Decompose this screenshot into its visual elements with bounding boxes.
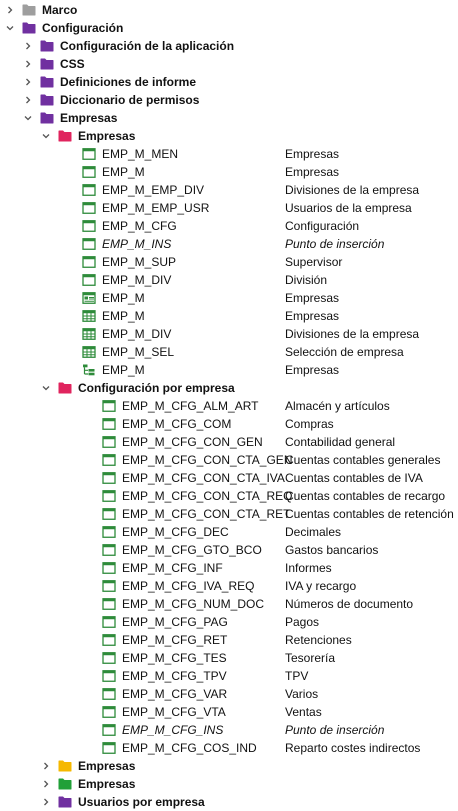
window-icon	[102, 454, 116, 466]
tree-item[interactable]	[0, 307, 458, 325]
tree-item[interactable]	[0, 235, 458, 253]
tree-item[interactable]	[0, 541, 458, 559]
item-name: EMP_M_CFG_NUM_DOC	[122, 597, 265, 611]
folder-icon	[40, 58, 54, 70]
tree-item[interactable]	[0, 649, 458, 667]
item-name: EMP_M	[102, 309, 145, 323]
item-description: Configuración	[285, 219, 360, 233]
grid-icon	[82, 346, 96, 358]
item-description: Compras	[285, 417, 334, 431]
item-name: EMP_M_CFG_CON_CTA_REQ	[122, 489, 293, 503]
grid-icon	[82, 310, 96, 322]
tree-icon	[82, 364, 96, 376]
item-description: Varios	[285, 687, 319, 701]
item-description: Ventas	[285, 705, 322, 719]
window-icon	[82, 256, 96, 268]
chevron-right-icon[interactable]	[42, 780, 50, 788]
tree-item[interactable]	[0, 667, 458, 685]
window-icon	[102, 688, 116, 700]
tree-folder-empresas[interactable]	[0, 775, 458, 793]
window-icon	[82, 238, 96, 250]
folder-label: Configuración por empresa	[78, 381, 235, 395]
folder-icon	[22, 4, 36, 16]
tree-item[interactable]	[0, 199, 458, 217]
item-name: EMP_M	[102, 165, 145, 179]
window-icon	[102, 670, 116, 682]
window-icon	[82, 184, 96, 196]
tree-item[interactable]	[0, 451, 458, 469]
window-icon	[102, 508, 116, 520]
item-name: EMP_M_CFG_IVA_REQ	[122, 579, 255, 593]
window-icon	[82, 148, 96, 160]
item-name: EMP_M_CFG_COM	[122, 417, 232, 431]
tree-item[interactable]	[0, 433, 458, 451]
tree-item[interactable]	[0, 559, 458, 577]
item-description: IVA y recargo	[285, 579, 357, 593]
chevron-right-icon[interactable]	[24, 60, 32, 68]
tree-item[interactable]	[0, 523, 458, 541]
item-name: EMP_M_CFG_RET	[122, 633, 228, 647]
folder-label: Marco	[42, 3, 78, 17]
item-description: Empresas	[285, 291, 340, 305]
item-name: EMP_M_CFG_INS	[122, 723, 224, 737]
tree-item[interactable]	[0, 343, 458, 361]
tree-item[interactable]	[0, 595, 458, 613]
window-icon	[102, 652, 116, 664]
tree-item[interactable]	[0, 361, 458, 379]
item-name: EMP_M_CFG_PAG	[122, 615, 228, 629]
tree-item[interactable]	[0, 145, 458, 163]
item-name: EMP_M_DIV	[102, 273, 172, 287]
item-description: Contabilidad general	[285, 435, 396, 449]
window-icon	[102, 580, 116, 592]
folder-label: Empresas	[78, 777, 136, 791]
item-description: Cuentas contables de retención	[285, 507, 454, 521]
window-icon	[102, 400, 116, 412]
tree-folder-empresas[interactable]	[0, 127, 458, 145]
folder-label: Empresas	[60, 111, 118, 125]
item-description: Decimales	[285, 525, 342, 539]
tree-item[interactable]	[0, 289, 458, 307]
window-icon	[102, 706, 116, 718]
tree-item[interactable]	[0, 397, 458, 415]
item-description: Gastos bancarios	[285, 543, 379, 557]
window-icon	[102, 616, 116, 628]
tree-folder-configuracion-por-empresa[interactable]	[0, 379, 458, 397]
item-description: Empresas	[285, 165, 340, 179]
tree-item[interactable]	[0, 631, 458, 649]
item-name: EMP_M_CFG_CON_GEN	[122, 435, 263, 449]
folder-icon	[58, 778, 72, 790]
tree-item[interactable]	[0, 469, 458, 487]
tree-item[interactable]	[0, 163, 458, 181]
folder-label: Usuarios por empresa	[78, 795, 205, 809]
item-description: Empresas	[285, 309, 340, 323]
item-description: Cuentas contables de recargo	[285, 489, 446, 503]
window-icon	[82, 274, 96, 286]
grid-icon	[82, 328, 96, 340]
tree-folder-configuracion-de-la-aplicacion[interactable]	[0, 37, 458, 55]
window-icon	[102, 634, 116, 646]
item-description: Cuentas contables de IVA	[285, 471, 423, 485]
tree-item[interactable]	[0, 217, 458, 235]
item-name: EMP_M_CFG_CON_CTA_IVA	[122, 471, 285, 485]
folder-label: Configuración de la aplicación	[60, 39, 235, 53]
tree-item[interactable]	[0, 505, 458, 523]
chevron-right-icon[interactable]	[24, 78, 32, 86]
folder-icon	[22, 22, 36, 34]
folder-label: Empresas	[78, 129, 136, 143]
item-name: EMP_M_DIV	[102, 327, 172, 341]
chevron-down-icon[interactable]	[24, 114, 32, 122]
tree-folder-css[interactable]	[0, 55, 458, 73]
item-name: EMP_M_CFG_TPV	[122, 669, 227, 683]
folder-icon	[40, 76, 54, 88]
item-name: EMP_M_CFG_VAR	[122, 687, 228, 701]
window-icon	[82, 202, 96, 214]
item-name: EMP_M_CFG_VTA	[122, 705, 226, 719]
item-description: Supervisor	[285, 255, 343, 269]
item-name: EMP_M_SUP	[102, 255, 177, 269]
chevron-down-icon[interactable]	[6, 24, 14, 32]
window-icon	[102, 436, 116, 448]
folder-label: CSS	[60, 57, 85, 71]
item-name: EMP_M_EMP_DIV	[102, 183, 205, 197]
item-description: TPV	[285, 669, 309, 683]
window-icon	[102, 526, 116, 538]
folder-icon	[58, 382, 72, 394]
item-name: EMP_M_EMP_USR	[102, 201, 210, 215]
item-description: Números de documento	[285, 597, 414, 611]
tree-folder-definiciones-de-informe[interactable]	[0, 73, 458, 91]
folder-icon	[40, 40, 54, 52]
item-description: Informes	[285, 561, 332, 575]
window-icon	[102, 490, 116, 502]
item-description: Pagos	[285, 615, 320, 629]
item-name: EMP_M_CFG_DEC	[122, 525, 229, 539]
window-icon	[102, 472, 116, 484]
window-icon	[102, 544, 116, 556]
window-icon	[102, 598, 116, 610]
item-description: Reparto costes indirectos	[285, 741, 421, 755]
tree-item[interactable]	[0, 487, 458, 505]
tree-item[interactable]	[0, 415, 458, 433]
item-description: Divisiones de la empresa	[285, 183, 420, 197]
tree-item[interactable]	[0, 685, 458, 703]
item-name: EMP_M_INS	[102, 237, 172, 251]
tree-item[interactable]	[0, 739, 458, 757]
tree-item[interactable]	[0, 577, 458, 595]
chevron-right-icon[interactable]	[42, 798, 50, 806]
item-name: EMP_M_CFG_CON_CTA_RET	[122, 507, 291, 521]
chevron-right-icon[interactable]	[6, 6, 14, 14]
folder-icon	[58, 796, 72, 808]
grid-form-icon	[82, 292, 96, 304]
window-icon	[102, 418, 116, 430]
folder-icon	[40, 94, 54, 106]
item-description: Empresas	[285, 363, 340, 377]
tree-item[interactable]	[0, 721, 458, 739]
folder-label: Diccionario de permisos	[60, 93, 200, 107]
folder-icon	[40, 112, 54, 124]
item-description: Retenciones	[285, 633, 352, 647]
item-description: Empresas	[285, 147, 340, 161]
tree-item[interactable]	[0, 271, 458, 289]
item-description: Almacén y artículos	[285, 399, 390, 413]
tree-folder-diccionario-de-permisos[interactable]	[0, 91, 458, 109]
item-description: Cuentas contables generales	[285, 453, 441, 467]
folder-icon	[58, 130, 72, 142]
item-name: EMP_M	[102, 363, 145, 377]
chevron-right-icon[interactable]	[42, 762, 50, 770]
chevron-right-icon[interactable]	[24, 96, 32, 104]
window-icon	[82, 166, 96, 178]
folder-label: Configuración	[42, 21, 124, 35]
item-name: EMP_M_CFG_ALM_ART	[122, 399, 259, 413]
item-name: EMP_M_CFG_CON_CTA_GEN	[122, 453, 293, 467]
folder-icon	[58, 760, 72, 772]
tree-folder-configuracion[interactable]	[0, 19, 458, 37]
tree-item[interactable]	[0, 325, 458, 343]
tree-folder-usuarios-por-empresa[interactable]	[0, 793, 458, 811]
window-icon	[102, 562, 116, 574]
item-description: Selección de empresa	[285, 345, 404, 359]
tree-item[interactable]	[0, 253, 458, 271]
item-description: Divisiones de la empresa	[285, 327, 420, 341]
item-name: EMP_M_CFG_INF	[122, 561, 223, 575]
item-name: EMP_M	[102, 291, 145, 305]
tree-folder-empresas[interactable]	[0, 757, 458, 775]
item-name: EMP_M_CFG_GTO_BCO	[122, 543, 262, 557]
chevron-right-icon[interactable]	[24, 42, 32, 50]
chevron-down-icon[interactable]	[42, 132, 50, 140]
tree-item[interactable]	[0, 613, 458, 631]
tree-folder-empresas[interactable]	[0, 109, 458, 127]
tree-item[interactable]	[0, 181, 458, 199]
item-name: EMP_M_CFG_COS_IND	[122, 741, 257, 755]
folder-label: Empresas	[78, 759, 136, 773]
item-description: Punto de inserción	[285, 723, 385, 737]
window-icon	[102, 724, 116, 736]
item-description: Usuarios de la empresa	[285, 201, 412, 215]
tree-item[interactable]	[0, 703, 458, 721]
folder-label: Definiciones de informe	[60, 75, 197, 89]
item-description: Punto de inserción	[285, 237, 385, 251]
item-name: EMP_M_MEN	[102, 147, 179, 161]
chevron-down-icon[interactable]	[42, 384, 50, 392]
item-name: EMP_M_CFG_TES	[122, 651, 227, 665]
item-description: Tesorería	[285, 651, 336, 665]
window-icon	[82, 220, 96, 232]
item-name: EMP_M_SEL	[102, 345, 175, 359]
item-name: EMP_M_CFG	[102, 219, 177, 233]
item-description: División	[285, 273, 328, 287]
tree-folder-marco[interactable]	[0, 1, 458, 19]
window-icon	[102, 742, 116, 754]
